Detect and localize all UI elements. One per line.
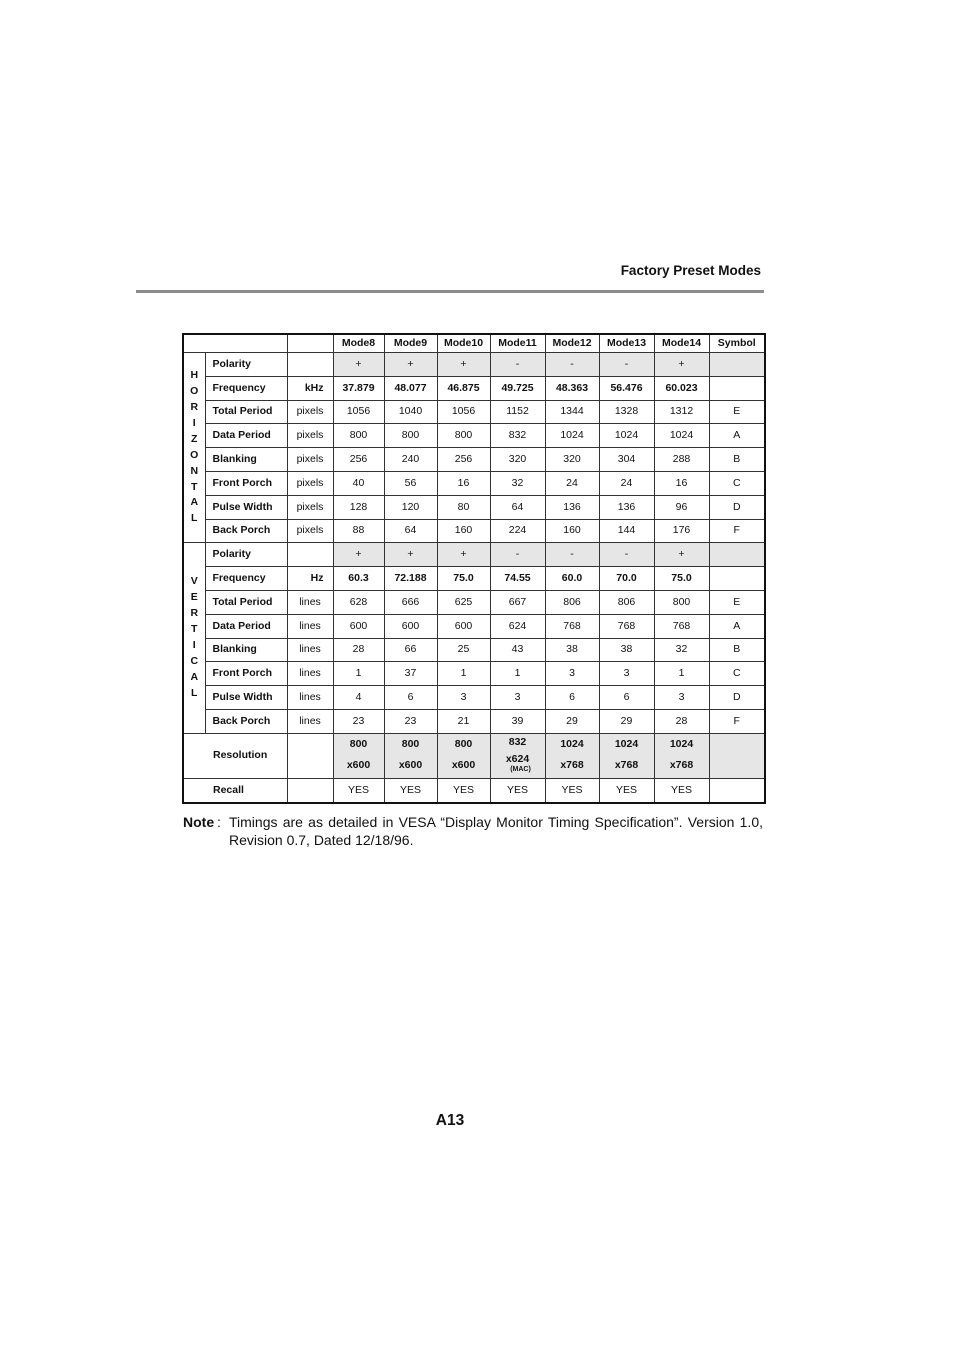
value-cell: 32 — [654, 638, 709, 662]
resolution-cell — [599, 733, 654, 778]
value-cell: 60.023 — [654, 376, 709, 400]
note — [183, 813, 763, 849]
resolution-width: 832 — [508, 735, 527, 748]
table-row — [183, 709, 765, 733]
value-cell: 1040 — [384, 400, 437, 424]
value-cell: 88 — [333, 519, 384, 543]
value-cell: + — [437, 543, 490, 567]
resolution-height: x600 — [398, 758, 423, 771]
factory-preset-modes-table — [182, 333, 766, 804]
value-cell: 1 — [437, 662, 490, 686]
value-cell: 3 — [490, 686, 545, 710]
table-row — [183, 543, 765, 567]
column-header: Mode12 — [545, 334, 599, 353]
row-label: Total Period — [205, 400, 287, 424]
value-cell: 144 — [599, 519, 654, 543]
value-cell: 3 — [437, 686, 490, 710]
side-letter: O — [190, 448, 199, 461]
value-cell: + — [384, 543, 437, 567]
value-cell: 667 — [490, 590, 545, 614]
symbol-cell: E — [709, 590, 765, 614]
value-cell: 60.3 — [333, 567, 384, 591]
value-cell: 1 — [490, 662, 545, 686]
value-cell: 1024 — [654, 424, 709, 448]
value-cell: 304 — [599, 448, 654, 472]
row-unit: pixels — [287, 400, 333, 424]
value-cell: - — [599, 353, 654, 377]
value-cell: 74.55 — [490, 567, 545, 591]
row-unit: lines — [287, 590, 333, 614]
value-cell: 24 — [545, 471, 599, 495]
value-cell: YES — [545, 778, 599, 802]
resolution-height: x768 — [614, 758, 639, 771]
header-blank-cell — [183, 334, 287, 353]
row-label: Pulse Width — [205, 495, 287, 519]
row-label: Back Porch — [205, 519, 287, 543]
table-row — [183, 424, 765, 448]
symbol-cell — [709, 376, 765, 400]
row-unit: pixels — [287, 519, 333, 543]
value-cell: 37.879 — [333, 376, 384, 400]
column-header: Mode10 — [437, 334, 490, 353]
value-cell: - — [545, 543, 599, 567]
symbol-cell: F — [709, 519, 765, 543]
row-label: Recall — [183, 778, 287, 802]
row-unit: pixels — [287, 495, 333, 519]
value-cell: 56 — [384, 471, 437, 495]
value-cell: 1 — [654, 662, 709, 686]
value-cell: 46.875 — [437, 376, 490, 400]
symbol-cell — [709, 733, 765, 778]
value-cell: 60.0 — [545, 567, 599, 591]
resolution-height: x624 — [505, 752, 530, 765]
value-cell: 38 — [545, 638, 599, 662]
column-header: Mode9 — [384, 334, 437, 353]
resolution-width: 1024 — [614, 737, 639, 750]
page-number: A13 — [435, 1112, 465, 1129]
value-cell: 38 — [599, 638, 654, 662]
table-row — [183, 614, 765, 638]
symbol-cell: D — [709, 495, 765, 519]
row-unit: kHz — [287, 376, 333, 400]
row-label: Total Period — [205, 590, 287, 614]
row-label: Frequency — [205, 567, 287, 591]
resolution-height: x768 — [560, 758, 584, 771]
row-unit: lines — [287, 638, 333, 662]
side-letter: R — [190, 400, 199, 413]
row-unit — [287, 353, 333, 377]
side-letter: R — [190, 607, 199, 620]
value-cell: 176 — [654, 519, 709, 543]
value-cell: 80 — [437, 495, 490, 519]
note-label: Note — [183, 814, 215, 830]
value-cell: 49.725 — [490, 376, 545, 400]
value-cell: 320 — [490, 448, 545, 472]
value-cell: YES — [437, 778, 490, 802]
resolution-height: x768 — [669, 758, 694, 771]
value-cell: 832 — [490, 424, 545, 448]
value-cell: 768 — [599, 614, 654, 638]
value-cell: 29 — [545, 709, 599, 733]
value-cell: 1152 — [490, 400, 545, 424]
value-cell: 240 — [384, 448, 437, 472]
table-row — [183, 376, 765, 400]
value-cell: 768 — [545, 614, 599, 638]
value-cell: 800 — [654, 590, 709, 614]
value-cell: - — [599, 543, 654, 567]
symbol-cell: A — [709, 424, 765, 448]
side-letter: C — [190, 654, 199, 667]
symbol-cell — [709, 567, 765, 591]
value-cell: 48.363 — [545, 376, 599, 400]
resolution-width: 800 — [401, 737, 420, 750]
value-cell: YES — [599, 778, 654, 802]
section-title: Factory Preset Modes — [620, 263, 761, 278]
value-cell: 128 — [333, 495, 384, 519]
column-header: Mode13 — [599, 334, 654, 353]
side-letter: I — [192, 416, 196, 429]
resolution-width: 800 — [454, 737, 473, 750]
note-text: Timings are as detailed in VESA “Display Monitor Timing Specification”. Version 1.0, Revision 0.7, Dated 12/18/96. — [229, 814, 763, 848]
value-cell: 806 — [545, 590, 599, 614]
resolution-cell — [333, 733, 384, 778]
row-unit: lines — [287, 614, 333, 638]
column-header: Mode14 — [654, 334, 709, 353]
resolution-width: 800 — [349, 737, 368, 750]
value-cell: + — [333, 353, 384, 377]
table-row — [183, 519, 765, 543]
row-label: Frequency — [205, 376, 287, 400]
value-cell: 160 — [437, 519, 490, 543]
row-label: Data Period — [205, 424, 287, 448]
vertical-side-label — [183, 543, 205, 733]
value-cell: 16 — [437, 471, 490, 495]
value-cell: 75.0 — [654, 567, 709, 591]
value-cell: 28 — [333, 638, 384, 662]
row-label: Pulse Width — [205, 686, 287, 710]
row-unit: lines — [287, 709, 333, 733]
value-cell: 666 — [384, 590, 437, 614]
table-row — [183, 638, 765, 662]
value-cell: 66 — [384, 638, 437, 662]
value-cell: 43 — [490, 638, 545, 662]
header-unit-cell — [287, 334, 333, 353]
value-cell: 29 — [599, 709, 654, 733]
row-unit: pixels — [287, 471, 333, 495]
value-cell: YES — [654, 778, 709, 802]
value-cell: 25 — [437, 638, 490, 662]
side-letter: T — [191, 623, 198, 636]
table-row — [183, 471, 765, 495]
value-cell: 56.476 — [599, 376, 654, 400]
value-cell: 600 — [333, 614, 384, 638]
value-cell: 23 — [384, 709, 437, 733]
value-cell: 1024 — [599, 424, 654, 448]
column-header: Mode11 — [490, 334, 545, 353]
value-cell: 628 — [333, 590, 384, 614]
column-header: Symbol — [709, 334, 765, 353]
side-letter: Z — [191, 432, 198, 445]
side-letter: V — [190, 575, 198, 588]
value-cell: 224 — [490, 519, 545, 543]
table-row — [183, 448, 765, 472]
row-unit: Hz — [287, 567, 333, 591]
value-cell: YES — [333, 778, 384, 802]
column-header: Mode8 — [333, 334, 384, 353]
row-unit — [287, 733, 333, 778]
row-label: Polarity — [205, 353, 287, 377]
value-cell: 32 — [490, 471, 545, 495]
value-cell: + — [333, 543, 384, 567]
row-unit — [287, 778, 333, 802]
value-cell: 28 — [654, 709, 709, 733]
value-cell: - — [490, 543, 545, 567]
value-cell: 75.0 — [437, 567, 490, 591]
value-cell: YES — [384, 778, 437, 802]
row-label: Polarity — [205, 543, 287, 567]
table-row — [183, 567, 765, 591]
value-cell: 64 — [490, 495, 545, 519]
value-cell: 3 — [599, 662, 654, 686]
row-label: Blanking — [205, 638, 287, 662]
value-cell: + — [654, 543, 709, 567]
value-cell: 6 — [599, 686, 654, 710]
symbol-cell: C — [709, 662, 765, 686]
value-cell: 600 — [437, 614, 490, 638]
header-rule — [136, 290, 764, 293]
resolution-height: x600 — [346, 758, 371, 771]
symbol-cell — [709, 543, 765, 567]
resolution-cell — [490, 733, 545, 778]
row-label: Data Period — [205, 614, 287, 638]
value-cell: 136 — [545, 495, 599, 519]
value-cell: 3 — [545, 662, 599, 686]
resolution-note: (MAC) — [510, 765, 531, 773]
row-unit: pixels — [287, 448, 333, 472]
value-cell: 806 — [599, 590, 654, 614]
value-cell: 37 — [384, 662, 437, 686]
value-cell: 1328 — [599, 400, 654, 424]
resolution-height: x600 — [451, 758, 476, 771]
table-row — [183, 590, 765, 614]
symbol-cell: F — [709, 709, 765, 733]
row-label: Back Porch — [205, 709, 287, 733]
row-unit: pixels — [287, 424, 333, 448]
value-cell: 1056 — [333, 400, 384, 424]
table-row — [183, 495, 765, 519]
symbol-cell — [709, 778, 765, 802]
table-row — [183, 353, 765, 377]
recall-row — [183, 778, 765, 802]
value-cell: 800 — [437, 424, 490, 448]
value-cell: 72.188 — [384, 567, 437, 591]
symbol-cell: B — [709, 638, 765, 662]
row-label: Resolution — [183, 733, 287, 778]
value-cell: 1344 — [545, 400, 599, 424]
value-cell: 24 — [599, 471, 654, 495]
value-cell: 23 — [333, 709, 384, 733]
side-letter: I — [192, 639, 196, 652]
side-letter: L — [191, 512, 198, 525]
value-cell: - — [545, 353, 599, 377]
row-unit: lines — [287, 686, 333, 710]
value-cell: 1312 — [654, 400, 709, 424]
value-cell: 800 — [384, 424, 437, 448]
value-cell: 21 — [437, 709, 490, 733]
row-label: Front Porch — [205, 662, 287, 686]
side-letter: O — [190, 385, 199, 398]
side-letter: H — [190, 369, 199, 382]
side-letter: A — [190, 670, 199, 683]
value-cell: + — [437, 353, 490, 377]
value-cell: 320 — [545, 448, 599, 472]
value-cell: 160 — [545, 519, 599, 543]
value-cell: 625 — [437, 590, 490, 614]
symbol-cell: A — [709, 614, 765, 638]
resolution-cell — [654, 733, 709, 778]
resolution-cell — [437, 733, 490, 778]
value-cell: 48.077 — [384, 376, 437, 400]
table-row — [183, 686, 765, 710]
table-row — [183, 400, 765, 424]
value-cell: 64 — [384, 519, 437, 543]
symbol-cell — [709, 353, 765, 377]
resolution-width: 1024 — [560, 737, 584, 750]
resolution-row — [183, 733, 765, 778]
value-cell: 800 — [333, 424, 384, 448]
value-cell: 96 — [654, 495, 709, 519]
symbol-cell: E — [709, 400, 765, 424]
side-letter: N — [190, 464, 199, 477]
side-letter: T — [191, 480, 198, 493]
value-cell: 1024 — [545, 424, 599, 448]
resolution-cell — [384, 733, 437, 778]
value-cell: 256 — [333, 448, 384, 472]
value-cell: - — [490, 353, 545, 377]
value-cell: 120 — [384, 495, 437, 519]
value-cell: 256 — [437, 448, 490, 472]
value-cell: 768 — [654, 614, 709, 638]
table-row — [183, 662, 765, 686]
resolution-width: 1024 — [669, 737, 694, 750]
resolution-cell — [545, 733, 599, 778]
row-label: Blanking — [205, 448, 287, 472]
table-header-row — [183, 334, 765, 353]
value-cell: 624 — [490, 614, 545, 638]
value-cell: 6 — [384, 686, 437, 710]
value-cell: 136 — [599, 495, 654, 519]
value-cell: 6 — [545, 686, 599, 710]
horizontal-side-label — [183, 353, 205, 543]
value-cell: 600 — [384, 614, 437, 638]
value-cell: 39 — [490, 709, 545, 733]
symbol-cell: B — [709, 448, 765, 472]
value-cell: 288 — [654, 448, 709, 472]
value-cell: 16 — [654, 471, 709, 495]
row-label: Front Porch — [205, 471, 287, 495]
value-cell: 1 — [333, 662, 384, 686]
value-cell: 40 — [333, 471, 384, 495]
side-letter: A — [190, 496, 199, 509]
side-letter: L — [191, 686, 198, 699]
row-unit: lines — [287, 662, 333, 686]
value-cell: 1056 — [437, 400, 490, 424]
value-cell: 4 — [333, 686, 384, 710]
row-unit — [287, 543, 333, 567]
value-cell: + — [654, 353, 709, 377]
symbol-cell: C — [709, 471, 765, 495]
note-colon: : — [217, 814, 221, 830]
value-cell: + — [384, 353, 437, 377]
value-cell: 3 — [654, 686, 709, 710]
side-letter: E — [190, 591, 198, 604]
value-cell: 70.0 — [599, 567, 654, 591]
symbol-cell: D — [709, 686, 765, 710]
value-cell: YES — [490, 778, 545, 802]
